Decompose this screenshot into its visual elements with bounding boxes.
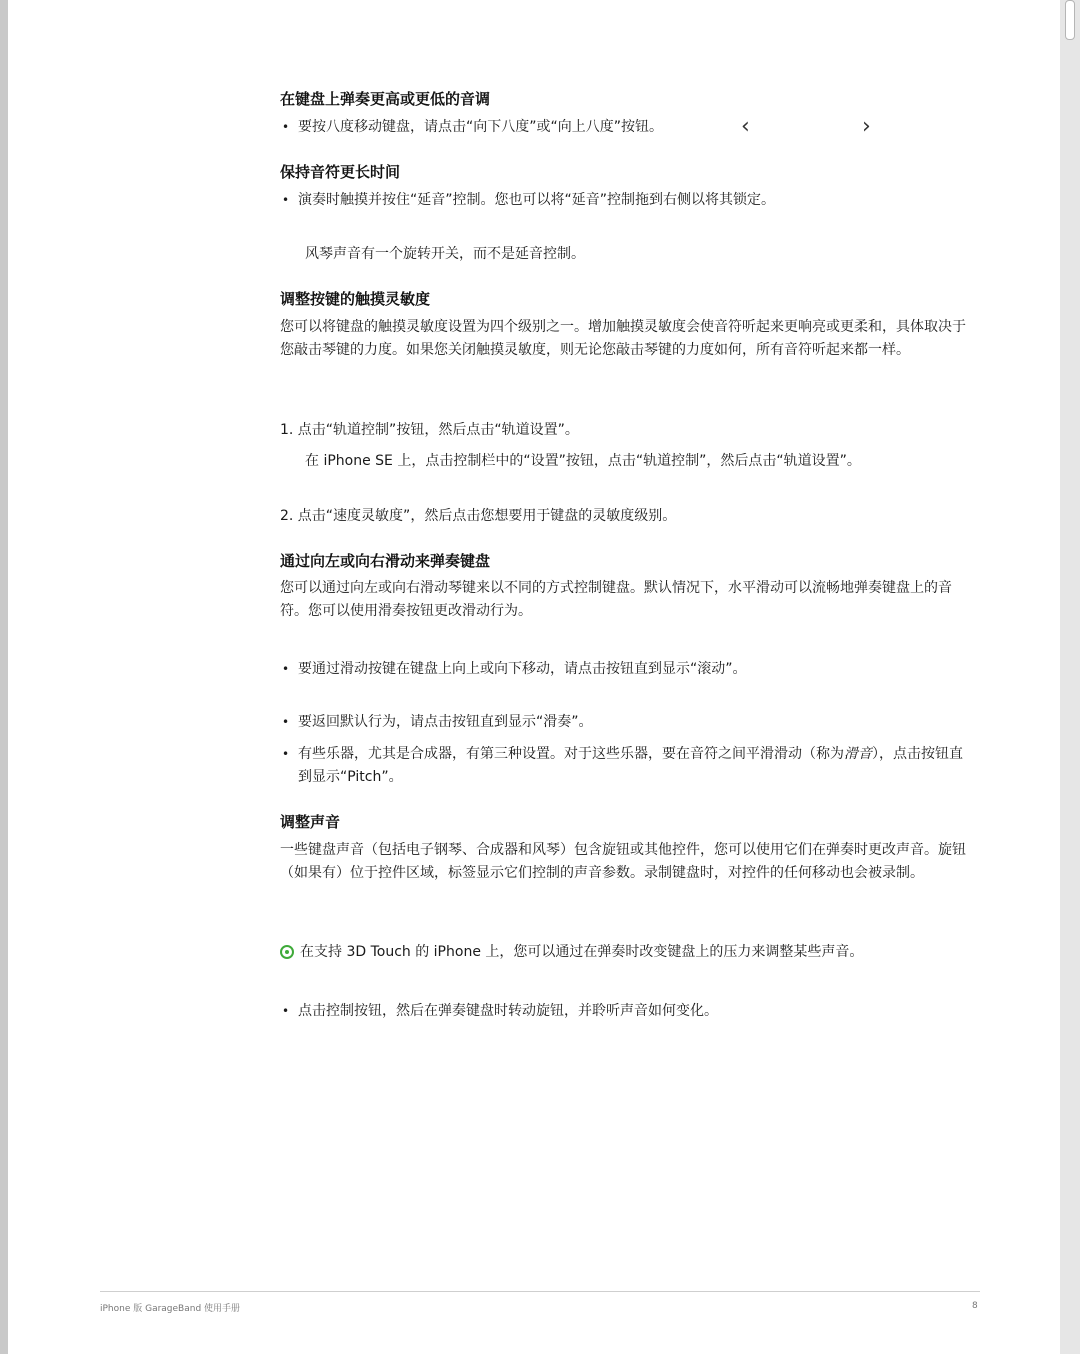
heading-sound: 调整声音 <box>280 813 341 831</box>
document-page <box>8 0 1060 1354</box>
bullet-glide-pitch-term: 滑音 <box>844 746 872 762</box>
paragraph-glide: 您可以通过向左或向右滑动琴键来以不同的方式控制键盘。默认情况下，水平滑动可以流畅地弹奏键盘上的音符。您可以使用滑奏按钮更改滑动行为。 <box>280 580 952 619</box>
footer-page-number: 8 <box>972 1301 978 1311</box>
bullet-glide-pitch <box>280 743 970 789</box>
footer-divider <box>100 1291 980 1292</box>
heading-glide: 通过向左或向右滑动来弹奏键盘 <box>280 552 491 570</box>
tip-text: 在支持 3D Touch 的 iPhone 上，您可以通过在弹奏时改变键盘上的压力来调整某些声音。 <box>300 944 864 960</box>
bullet-octave <box>280 116 663 139</box>
scrollbar[interactable] <box>1060 0 1080 1354</box>
step-1-note: 在 iPhone SE 上，点击控制栏中的“设置”按钮，点击“轨道控制”，然后点击“轨道设置”。 <box>305 453 861 469</box>
heading-octave: 在键盘上弹奏更高或更低的音调 <box>280 90 491 108</box>
footer-title: iPhone 版 GarageBand 使用手册 <box>100 1304 241 1314</box>
chevron-left-icon[interactable]: ‹ <box>741 114 750 139</box>
bullet-glide-default-text: 要返回默认行为，请点击按钮直到显示“滑奏”。 <box>298 714 593 730</box>
bullet-glide-default <box>280 711 593 734</box>
bullet-octave-text: 要按八度移动键盘，请点击“向下八度”或“向上八度”按钮。 <box>298 119 664 135</box>
note-organ: 风琴声音有一个旋转开关，而不是延音控制。 <box>305 246 585 262</box>
scrollbar-thumb[interactable] <box>1065 0 1075 40</box>
chevron-right-icon[interactable]: › <box>862 114 871 139</box>
bullet-sound <box>280 1000 718 1023</box>
bullet-sustain-text: 演奏时触摸并按住“延音”控制。您也可以将“延音”控制拖到右侧以将其锁定。 <box>298 192 776 208</box>
heading-velocity: 调整按键的触摸灵敏度 <box>280 290 431 308</box>
heading-sustain: 保持音符更长时间 <box>280 163 401 181</box>
paragraph-sound: 一些键盘声音（包括电子钢琴、合成器和风琴）包含旋钮或其他控件，您可以使用它们在弹奏时更改声音。旋钮（如果有）位于控件区域，标签显示它们控制的声音参数。录制键盘时，对控件的任何移动也会被录制。 <box>280 842 966 881</box>
bullet-sustain <box>280 189 775 212</box>
bullet-glide-pitch-text-b: ），点击按钮直到显示“Pitch”。 <box>298 746 963 785</box>
step-2: 2. 点击“速度灵敏度”，然后点击您想要用于键盘的灵敏度级别。 <box>280 508 677 524</box>
bullet-glide-scroll-text: 要通过滑动按键在键盘上向上或向下移动，请点击按钮直到显示“滚动”。 <box>298 661 747 677</box>
tip-3d-touch <box>280 941 863 964</box>
bullet-sound-text: 点击控制按钮，然后在弹奏键盘时转动旋钮，并聆听声音如何变化。 <box>298 1003 718 1019</box>
bullet-glide-pitch-text-a: 有些乐器，尤其是合成器，有第三种设置。对于这些乐器，要在音符之间平滑滑动（称为 <box>298 746 844 762</box>
tip-icon <box>280 945 294 959</box>
paragraph-velocity: 您可以将键盘的触摸灵敏度设置为四个级别之一。增加触摸灵敏度会使音符听起来更响亮或更柔和，具体取决于您敲击琴键的力度。如果您关闭触摸灵敏度，则无论您敲击琴键的力度如何，所有音符听起来都一样。 <box>280 319 966 358</box>
bullet-glide-scroll <box>280 658 747 681</box>
step-1: 1. 点击“轨道控制”按钮，然后点击“轨道设置”。 <box>280 422 579 438</box>
